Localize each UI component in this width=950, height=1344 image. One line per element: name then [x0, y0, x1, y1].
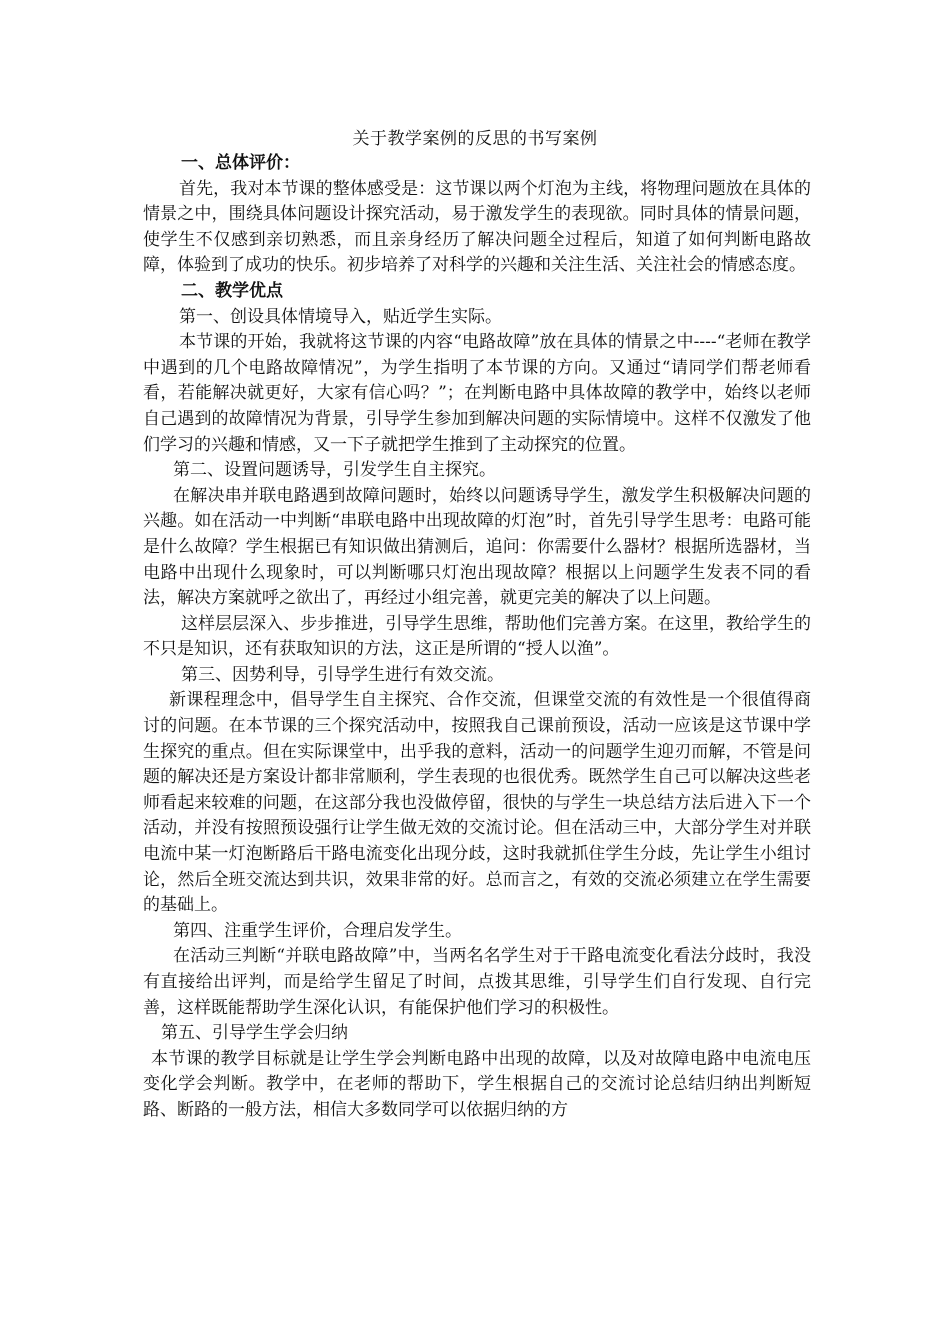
- point-heading-5: 第五、引导学生学会归纳: [161, 1023, 348, 1044]
- point-heading-3: 第三、因势利导，引导学生进行有效交流。: [181, 664, 504, 685]
- paragraph-point-2: 在解决串并联电路遇到故障问题时，始终以问题诱导学生，激发学生积极解决问题的兴趣。如在活动一中判断“串联电路中出现故障的灯泡”时，首先引导学生思考：电路可能是什么故障？学生根据已有知识做出猜测后，追问：你需要什么器材？根据所选器材，当电路中出现什么现象时，可以判断哪只灯泡出现故障？根据以上问题学生发表不同的看法，解决方案就呼之欲出了，再经过小组完善，就更完美的解决了以上问题。: [143, 485, 811, 609]
- section-heading-overall: 一、总体评价：: [181, 153, 300, 173]
- section-heading-strengths: 二、教学优点: [181, 280, 283, 301]
- point-heading-1: 第一、创设具体情境导入，贴近学生实际。: [179, 306, 502, 327]
- paragraph-point-2-summary: 这样层层深入、步步推进，引导学生思维，帮助他们完善方案。在这里，教给学生的不只是知识，还有获取知识的方法，这正是所谓的“授人以渔”。: [143, 613, 811, 660]
- document-body: [143, 151, 811, 1124]
- paragraph-point-1: 本节课的开始，我就将这节课的内容“电路故障”放在具体的情景之中----“老师在教学中遇到的几个电路故障情况”，为学生指明了本节课的方向。又通过“请同学们帮老师看看，若能解决就更好，大家有信心吗？”；在判断电路中具体故障的教学中，始终以老师自己遇到的故障情况为背景，引导学生参加到解决问题的实际情境中。这样不仅激发了他们学习的兴趣和情感，又一下子就把学生推到了主动探究的位置。: [143, 332, 811, 455]
- paragraph-point-5: 本节课的教学目标就是让学生学会判断电路中出现的故障，以及对故障电路中电流电压变化学会判断。教学中，在老师的帮助下，学生根据自己的交流讨论总结归纳出判断短路、断路的一般方法，相信大多数同学可以依据归纳的方: [143, 1048, 811, 1120]
- point-heading-2: 第二、设置问题诱导，引发学生自主探究。: [173, 460, 496, 481]
- paragraph-point-4: 在活动三判断“并联电路故障”中，当两名名学生对于干路电流变化看法分歧时，我没有直接给出评判，而是给学生留足了时间，点拨其思维，引导学生们自行发现、自行完善，这样既能帮助学生深化认识，有能保护他们学习的积极性。: [143, 946, 811, 1018]
- point-heading-4: 第四、注重学生评价，合理启发学生。: [173, 920, 462, 941]
- document-title: 关于教学案例的反思的书写案例: [352, 129, 598, 149]
- paragraph-point-3: 新课程理念中，倡导学生自主探究、合作交流，但课堂交流的有效性是一个很值得商讨的问题。在本节课的三个探究活动中，按照我自己课前预设，活动一应该是这节课中学生探究的重点。但在实际课堂中，出乎我的意料，活动一的问题学生迎刃而解，不管是问题的解决还是方案设计都非常顺利，学生表现的也很优秀。既然学生自己可以解决这些老师看起来较难的问题，在这部分我也没做停留，很快的与学生一块总结方法后进入下一个活动，并没有按照预设强行让学生做无效的交流讨论。但在活动三中，大部分学生对并联电流中某一灯泡断路后干路电流变化出现分歧，这时我就抓住学生分歧，先让学生小组讨论，然后全班交流达到共识，效果非常的好。总而言之，有效的交流必须建立在学生需要的基础上。: [143, 690, 811, 916]
- paragraph-overall-evaluation: 首先，我对本节课的整体感受是：这节课以两个灯泡为主线，将物理问题放在具体的情景之中，围绕具体问题设计探究活动，易于激发学生的表现欲。同时具体的情景问题，使学生不仅感到亲切熟悉，而且亲身经历了解决问题全过程后，知道了如何判断电路故障，体验到了成功的快乐。初步培养了对科学的兴趣和关注生活、关注社会的情感态度。: [143, 178, 811, 276]
